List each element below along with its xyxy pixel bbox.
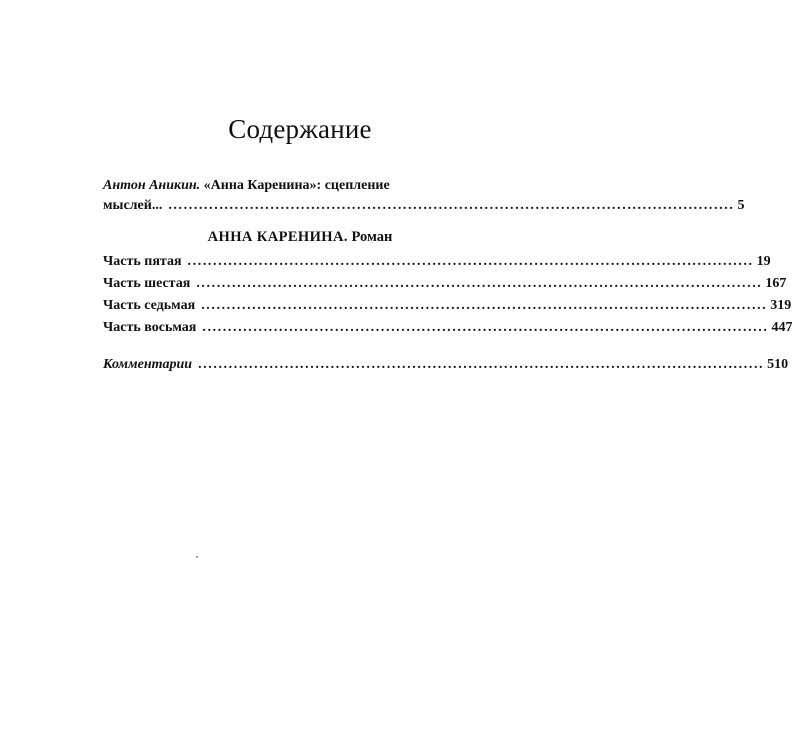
dot-leader: ............................................................................................................... <box>201 298 768 313</box>
part-page-number: 19 <box>756 254 771 269</box>
essay-title-line2: мыслей... <box>103 198 163 213</box>
toc-entry-essay <box>103 176 745 216</box>
part-label: Часть шестая <box>103 276 191 291</box>
toc-entry-commentary <box>103 355 789 375</box>
dot-leader: ............................................................................................................... <box>187 254 754 269</box>
toc-entry-part <box>103 274 787 294</box>
part-page-number: 167 <box>765 276 787 291</box>
commentary-label: Комментарии <box>103 357 193 372</box>
essay-title-line1: «Анна Каренина»: сцепление <box>203 178 390 193</box>
part-label: Часть восьмая <box>103 320 197 335</box>
toc-entry-part <box>103 252 771 272</box>
novel-genre: Роман <box>351 229 393 245</box>
part-label: Часть пятая <box>103 254 182 269</box>
toc-entry-part <box>103 318 792 338</box>
dot-leader: ............................................................................................................... <box>198 357 765 372</box>
part-label: Часть седьмая <box>103 298 196 313</box>
part-page-number: 319 <box>770 298 792 313</box>
novel-title: АННА КАРЕНИНА. <box>207 229 348 245</box>
part-page-number: 447 <box>771 320 792 335</box>
dot-leader: ............................................................................................................... <box>168 198 735 213</box>
page-title: Содержание <box>228 114 372 144</box>
dot-leader: ............................................................................................................... <box>202 320 769 335</box>
commentary-page-number: 510 <box>767 357 789 372</box>
essay-author: Антон Аникин. <box>103 178 201 193</box>
paper-speck <box>196 556 198 558</box>
toc-entry-part <box>103 296 792 316</box>
toc-entry-essay-second-line <box>103 196 745 216</box>
essay-page-number: 5 <box>737 198 745 213</box>
toc-entry-essay-first-line <box>103 176 500 196</box>
dot-leader: ............................................................................................................... <box>196 276 763 291</box>
novel-section-heading <box>0 229 600 246</box>
